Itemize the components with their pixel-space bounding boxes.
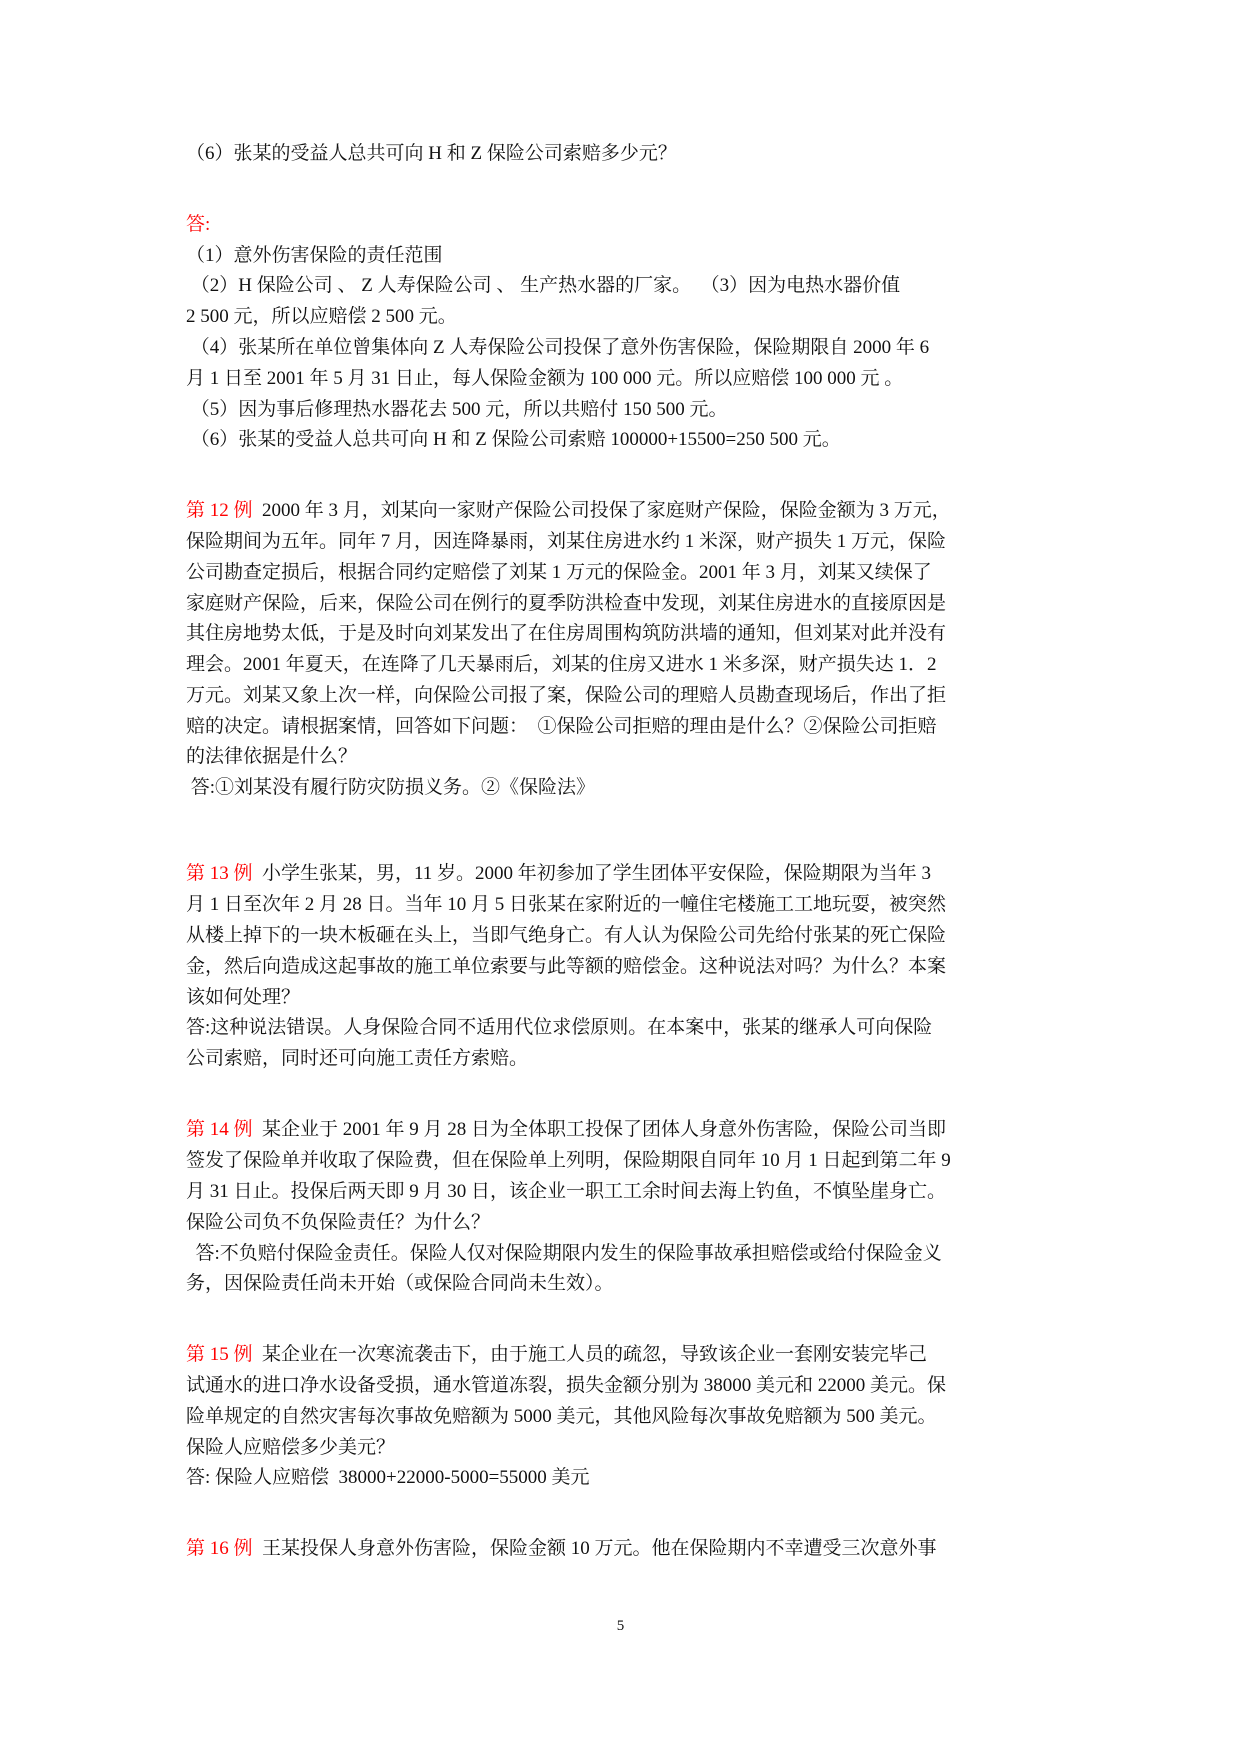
example-heading-line — [186, 499, 951, 523]
line-text: （2）H 保险公司 、 Z 人寿保险公司 、 生产热水器的厂家。 （3）因为电热水器价值 — [186, 275, 901, 296]
text-line — [186, 142, 677, 166]
red-label: 第 14 例 — [186, 1119, 253, 1140]
text-line — [186, 274, 900, 298]
page-number: 5 — [616, 1618, 625, 1634]
text-line — [186, 684, 946, 708]
line-text: （1）意外伤害保险的责任范围 — [186, 245, 443, 266]
text-line — [186, 592, 946, 616]
text-line — [186, 428, 841, 452]
line-text: 某企业于 2001 年 9 月 28 日为全体职工投保了团体人身意外伤害险，保险公司当即 — [252, 1119, 947, 1140]
line-text: 王某投保人身意外伤害险，保险金额 10 万元。他在保险期内不幸遭受三次意外事 — [252, 1538, 937, 1559]
line-text: 答:不负赔付保险金责任。保险人仅对保险期限内发生的保险事故承担赔偿或给付保险金义 — [186, 1243, 942, 1264]
line-text: 月 31 日止。投保后两天即 9 月 30 日，该企业一职工工余时间去海上钓鱼，不慎坠崖身亡。 — [186, 1181, 947, 1202]
text-line — [186, 1047, 528, 1071]
line-text: （4）张某所在单位曾集体向 Z 人寿保险公司投保了意外伤害保险，保险期限自 2000 年 6 — [186, 337, 930, 358]
text-line — [186, 1016, 932, 1040]
line-text: 该如何处理？ — [186, 987, 301, 1008]
line-text: 答:①刘某没有履行防灾防损义务。②《保险法》 — [186, 777, 596, 798]
text-line — [186, 924, 946, 948]
line-text: 月 1 日至 2001 年 5 月 31 日止，每人保险金额为 100 000 元。所以应赔偿 100 000 元 。 — [186, 368, 904, 389]
text-line — [186, 244, 443, 268]
line-text: 保险期间为五年。同年 7 月，因连降暴雨，刘某住房进水约 1 米深，财产损失 1 万元，保险 — [186, 531, 947, 552]
text-line — [186, 653, 937, 677]
line-text: 险单规定的自然灾害每次事故免赔额为 5000 美元，其他风险每次事故免赔额为 500 美元。 — [186, 1406, 937, 1427]
line-text: 金，然后向造成这起事故的施工单位索要与此等额的赔偿金。这种说法对吗？为什么？本案 — [186, 956, 947, 977]
line-text: 签发了保险单并收取了保险费，但在保险单上列明，保险期限自同年 10 月 1 日起到第二年 9 — [186, 1150, 951, 1171]
text-line — [186, 1242, 942, 1266]
text-line — [186, 745, 357, 769]
text-line — [186, 1149, 951, 1173]
text-line — [186, 336, 929, 360]
line-text: 保险公司负不负保险责任？为什么？ — [186, 1212, 491, 1233]
text-line — [186, 1180, 946, 1204]
line-text: 2 500 元，所以应赔偿 2 500 元。 — [186, 306, 457, 327]
line-text: 答: 保险人应赔偿 38000+22000-5000=55000 美元 — [186, 1467, 590, 1488]
line-text: 2000 年 3 月，刘某向一家财产保险公司投保了家庭财产保险，保险金额为 3 万元， — [252, 500, 951, 521]
example-heading-line — [186, 862, 931, 886]
text-line — [186, 1436, 395, 1460]
example-heading-line — [186, 213, 210, 237]
line-text: 答:这种说法错误。人身保险合同不适用代位求偿原则。在本案中，张某的继承人可向保险 — [186, 1017, 933, 1038]
example-heading-line — [186, 1537, 937, 1561]
text-line — [186, 715, 937, 739]
text-line — [186, 1211, 490, 1235]
example-heading-line — [186, 1343, 927, 1367]
text-line — [186, 305, 457, 329]
line-text: （5）因为事后修理热水器花去 500 元，所以共赔付 150 500 元。 — [186, 399, 728, 420]
red-label: 答: — [186, 214, 211, 235]
line-text: 务，因保险责任尚未开始（或保险合同尚未生效）。 — [186, 1273, 614, 1294]
text-line — [186, 398, 728, 422]
line-text: 小学生张某，男，11 岁。2000 年初参加了学生团体平安保险，保险期限为当年 3 — [252, 863, 932, 884]
text-line — [186, 367, 903, 391]
example-heading-line — [186, 1118, 946, 1142]
line-text: 月 1 日至次年 2 月 28 日。当年 10 月 5 日张某在家附近的一幢住宅楼施工工地玩耍，被突然 — [186, 894, 947, 915]
red-label: 第 13 例 — [186, 863, 253, 884]
line-text: 其住房地势太低，于是及时向刘某发出了在住房周围构筑防洪墙的通知，但刘某对此并没有 — [186, 623, 947, 644]
line-text: 的法律依据是什么？ — [186, 746, 358, 767]
text-line — [186, 1466, 590, 1490]
text-line — [186, 955, 946, 979]
line-text: 某企业在一次寒流袭击下，由于施工人员的疏忽，导致该企业一套刚安装完毕己 — [252, 1344, 928, 1365]
line-text: 保险人应赔偿多少美元？ — [186, 1437, 396, 1458]
line-text: 家庭财产保险，后来，保险公司在例行的夏季防洪检查中发现，刘某住房进水的直接原因是 — [186, 593, 947, 614]
line-text: 万元。刘某又象上次一样，向保险公司报了案，保险公司的理赔人员勘查现场后，作出了拒 — [186, 685, 947, 706]
line-text: （6）张某的受益人总共可向 H 和 Z 保险公司索赔多少元？ — [186, 143, 677, 164]
line-text: 理会。2001 年夏天，在连降了几天暴雨后，刘某的住房又进水 1 米多深，财产损失达 1．2 — [186, 654, 937, 675]
line-text: 赔的决定。请根据案情，回答如下问题： ①保险公司拒赔的理由是什么？②保险公司拒赔 — [186, 716, 937, 737]
red-label: 第 15 例 — [186, 1344, 253, 1365]
red-label: 第 12 例 — [186, 500, 253, 521]
line-text: （6）张某的受益人总共可向 H 和 Z 保险公司索赔 100000+15500=250 500 元。 — [186, 429, 841, 450]
text-line — [186, 893, 946, 917]
text-line — [186, 986, 300, 1010]
text-line — [186, 776, 595, 800]
text-line — [186, 622, 946, 646]
red-label: 第 16 例 — [186, 1538, 253, 1559]
text-line — [186, 1374, 946, 1398]
line-text: 试通水的进口净水设备受损，通水管道冻裂，损失金额分别为 38000 美元和 22000 美元。保 — [186, 1375, 947, 1396]
text-line — [186, 561, 932, 585]
text-line — [186, 530, 946, 554]
line-text: 公司索赔，同时还可向施工责任方索赔。 — [186, 1048, 529, 1069]
text-line — [186, 1405, 937, 1429]
line-text: 公司勘查定损后，根据合同约定赔偿了刘某 1 万元的保险金。2001 年 3 月，刘某又续保了 — [186, 562, 932, 583]
text-line — [186, 1272, 614, 1296]
line-text: 从楼上掉下的一块木板砸在头上，当即气绝身亡。有人认为保险公司先给付张某的死亡保险 — [186, 925, 947, 946]
